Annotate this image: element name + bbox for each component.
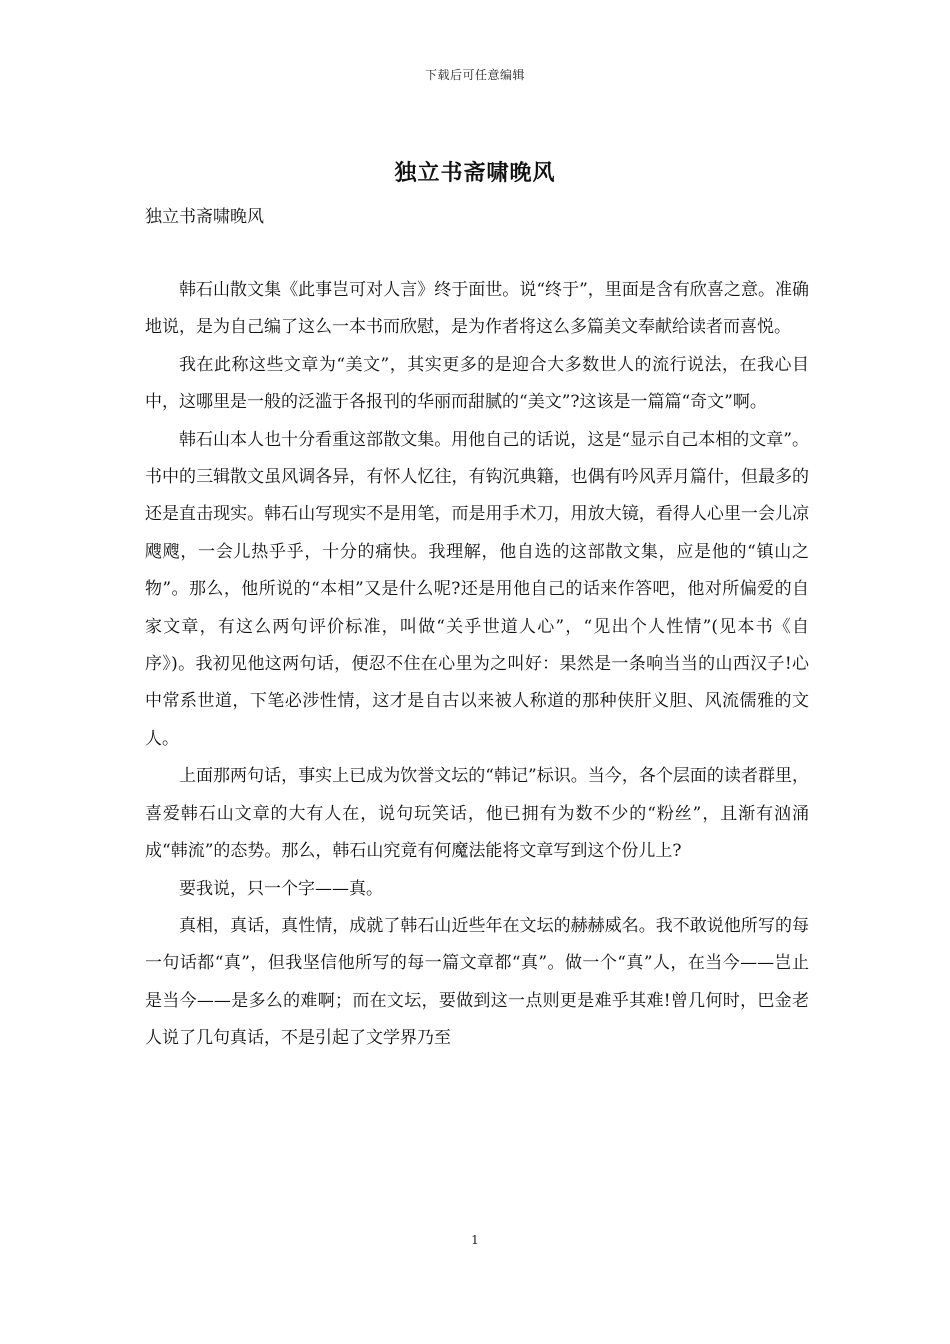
document-body [145, 272, 809, 1058]
paragraph: 我在此称这些文章为“美文”，其实更多的是迎合大多数世人的流行说法，在我心目中，这哪里是一般的泛滥于各报刊的华丽而甜腻的“美文”?这该是一篇篇“奇文”啊。 [145, 354, 809, 413]
paragraph: 韩石山散文集《此事岂可对人言》终于面世。说“终于”，里面是含有欣喜之意。准确地说，是为自己编了这么一本书而欣慰，是为作者将这么多篇美文奉献给读者而喜悦。 [145, 280, 809, 338]
page-number: 1 [471, 1233, 479, 1247]
document-subtitle: 独立书斋啸晚风 [145, 207, 264, 227]
paragraph: 要我说，只一个字——真。 [179, 878, 383, 899]
document-title: 独立书斋啸晚风 [394, 160, 556, 186]
page-header: 下载后可任意编辑 [424, 68, 525, 82]
paragraph: 韩石山本人也十分看重这部散文集。用他自己的话说，这是“显示自己本相的文章”。书中的三辑散文虽风调各异，有怀人忆往，有钩沉典籍，也偶有吟风弄月篇什，但最多的还是直击现实。韩石山写现实不是用笔，而是用手术刀，用放大镜，看得人心里一会儿凉飕飕，一会儿热乎乎，十分的痛快。我理解，他自选的这部散文集，应是他的“镇山之物”。那么，他所说的“本相”又是什么呢?还是用他自己的话来作答吧，他对所偏爱的自家文章，有这么两句评价标准，叫做“关乎世道人心”，“见出个人性情”(见本书《自序》)。我初见他这两句话，便忍不住在心里为之叫好：果然是一条响当当的山西汉子!心中常系世道，下笔必涉性情，这才是自古以来被人称道的那种侠肝义胆、风流儒雅的文人。 [145, 429, 809, 749]
paragraph: 上面那两句话，事实上已成为饮誉文坛的“韩记”标识。当今，各个层面的读者群里，喜爱韩石山文章的大有人在，说句玩笑话，他已拥有为数不少的“粉丝”，且渐有汹涌成“韩流”的态势。那么，韩石山究竟有何魔法能将文章写到这个份儿上? [145, 766, 809, 862]
paragraph: 真相，真话，真性情，成就了韩石山近些年在文坛的赫赫威名。我不敢说他所写的每一句话都“真”，但我坚信他所写的每一篇文章都“真”。做一个“真”人，在当今——岂止是当今——是多么的难啊；而在文坛，要做到这一点则更是难乎其难!曾几何时，巴金老人说了几句真话，不是引起了文学界乃至 [145, 915, 809, 1049]
